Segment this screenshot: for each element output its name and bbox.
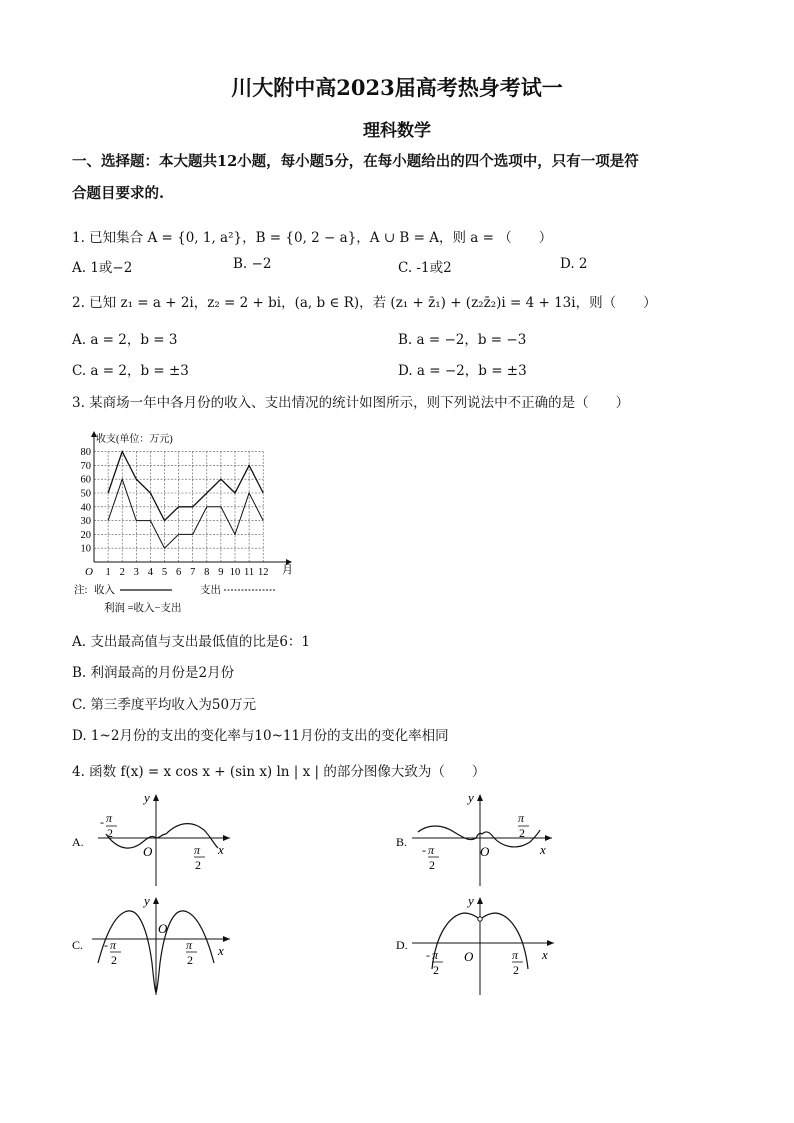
svg-text:-: -	[426, 948, 430, 962]
svg-text:y: y	[468, 790, 474, 805]
chart-x-tick-label: 1	[105, 567, 111, 578]
question-4-stem: 4. 函数 f(x) = x cos x + (sin x) ln | x | 的部分图像大致为（ ）	[72, 764, 486, 780]
chart-x-tick-label: 4	[147, 567, 154, 578]
q1-option-a: A. 1或−2	[72, 260, 133, 276]
chart-y-tick-label: 70	[80, 460, 91, 472]
chart-x-tick-label: 10	[229, 567, 241, 578]
svg-text:2: 2	[107, 826, 113, 840]
svg-text:π: π	[432, 948, 439, 962]
question-1-stem: 1. 已知集合 A = {0, 1, a²}，B = {0, 2 − a}，A ∪ B = A，则 a = （ ）	[72, 230, 553, 246]
svg-text:2: 2	[429, 858, 435, 872]
svg-text:O: O	[480, 844, 490, 859]
chart-x-tick-label: 7	[190, 567, 196, 578]
q4-graph-d	[394, 893, 574, 998]
chart-y-tick-label: 80	[80, 447, 91, 459]
q3-option-d: D. 1~2月份的支出的变化率与10~11月份的支出的变化率相同	[72, 728, 449, 744]
q3-option-c: C. 第三季度平均收入为50万元	[72, 697, 257, 713]
svg-text:-: -	[104, 938, 108, 952]
q4-letter-a: A.	[72, 835, 84, 849]
chart-x-tick-label: 9	[218, 567, 224, 578]
q4-curve-d-hole	[478, 917, 482, 921]
svg-text:π: π	[428, 843, 435, 857]
svg-text:y: y	[144, 893, 150, 908]
chart-xlabel: 月	[282, 564, 293, 576]
q4-graph-b	[394, 788, 574, 888]
q1-option-d: D. 2	[560, 256, 588, 272]
chart-y-tick-label: 60	[80, 474, 91, 486]
exam-title: 川大附中高2023届高考热身考试一	[231, 75, 563, 100]
svg-text:π: π	[194, 843, 201, 857]
q4-graph-c	[68, 893, 248, 998]
q2-option-d: D. a = −2，b = ±3	[398, 363, 527, 379]
question-3-stem: 3. 某商场一年中各月份的收入、支出情况的统计如图所示，则下列说法中不正确的是（ ）	[72, 395, 630, 411]
chart-ylabel: 收支(单位：万元)	[96, 434, 173, 445]
income-expense-chart	[68, 425, 308, 620]
section-heading-line1: 一、选择题：本大题共12小题，每小题5分，在每小题给出的四个选项中，只有一项是符	[72, 153, 639, 170]
chart-x-tick-label: 6	[175, 567, 182, 578]
chart-origin: O	[85, 566, 93, 578]
chart-y-tick-label: 50	[80, 488, 91, 500]
chart-x-tick-label: 5	[161, 567, 168, 578]
svg-text:2: 2	[513, 963, 519, 977]
q1-option-b: B. −2	[233, 256, 272, 272]
chart-x-tick-label: 2	[119, 567, 125, 578]
chart-series-expense-line	[108, 479, 263, 548]
chart-tick-labels	[81, 447, 269, 578]
svg-text:O: O	[143, 844, 153, 859]
svg-text:O: O	[158, 921, 168, 936]
svg-text:π: π	[512, 948, 519, 962]
section-heading-line2: 合题目要求的.	[72, 185, 165, 202]
q2-option-b: B. a = −2，b = −3	[398, 332, 527, 348]
q4-letter-d: D.	[396, 938, 408, 952]
chart-x-tick-label: 3	[133, 567, 139, 578]
q2-option-a: A. a = 2，b = 3	[72, 332, 178, 348]
svg-text:2: 2	[111, 953, 117, 967]
svg-text:π: π	[186, 938, 193, 952]
svg-text:x: x	[540, 842, 546, 857]
q4-letter-b: B.	[396, 835, 408, 849]
question-2-stem: 2. 已知 z₁ = a + 2i，z₂ = 2 + bi，(a, b ∈ R)，若 (z₁ + z̄₁) + (z₂z̄₂)i = 4 + 13i，则（ ）	[72, 295, 657, 311]
q2-option-c: C. a = 2，b = ±3	[72, 363, 189, 379]
legend-income-label: 收入	[94, 585, 115, 596]
svg-text:y: y	[468, 893, 474, 908]
chart-axes	[91, 431, 292, 565]
legend-prefix: 注:	[74, 585, 88, 596]
svg-text:2: 2	[187, 953, 193, 967]
q3-option-b: B. 利润最高的月份是2月份	[72, 665, 235, 681]
svg-text:π: π	[518, 811, 525, 825]
svg-text:x: x	[218, 842, 224, 857]
q3-option-a: A. 支出最高值与支出最低值的比是6：1	[72, 634, 311, 650]
svg-text:-: -	[100, 815, 104, 829]
svg-text:π: π	[106, 811, 113, 825]
q4-letter-c: C.	[72, 938, 84, 952]
chart-y-tick-label: 10	[80, 543, 91, 555]
chart-y-tick-label: 20	[80, 529, 91, 541]
q4-curve-a	[106, 824, 218, 848]
svg-text:-: -	[422, 843, 426, 857]
chart-x-tick-label: 8	[204, 567, 210, 578]
chart-series	[108, 452, 263, 549]
chart-x-tick-label: 11	[244, 567, 255, 578]
svg-text:π: π	[110, 938, 117, 952]
chart-y-tick-label: 30	[80, 516, 91, 528]
svg-text:O: O	[464, 949, 474, 964]
chart-y-tick-label: 40	[80, 502, 91, 514]
legend-expense-label: 支出	[200, 585, 221, 596]
q4-graph-a	[68, 788, 248, 888]
svg-text:2: 2	[433, 963, 439, 977]
svg-text:x: x	[218, 943, 224, 958]
svg-text:2: 2	[519, 826, 525, 840]
svg-text:x: x	[542, 947, 548, 962]
legend-profit-note: 利润 =收入−支出	[104, 603, 182, 614]
exam-subtitle: 理科数学	[363, 121, 431, 141]
q1-option-c: C. -1或2	[398, 260, 452, 276]
svg-text:y: y	[144, 790, 150, 805]
svg-text:2: 2	[195, 858, 201, 872]
chart-series-income-line	[108, 452, 263, 521]
chart-x-tick-label: 12	[257, 567, 269, 578]
